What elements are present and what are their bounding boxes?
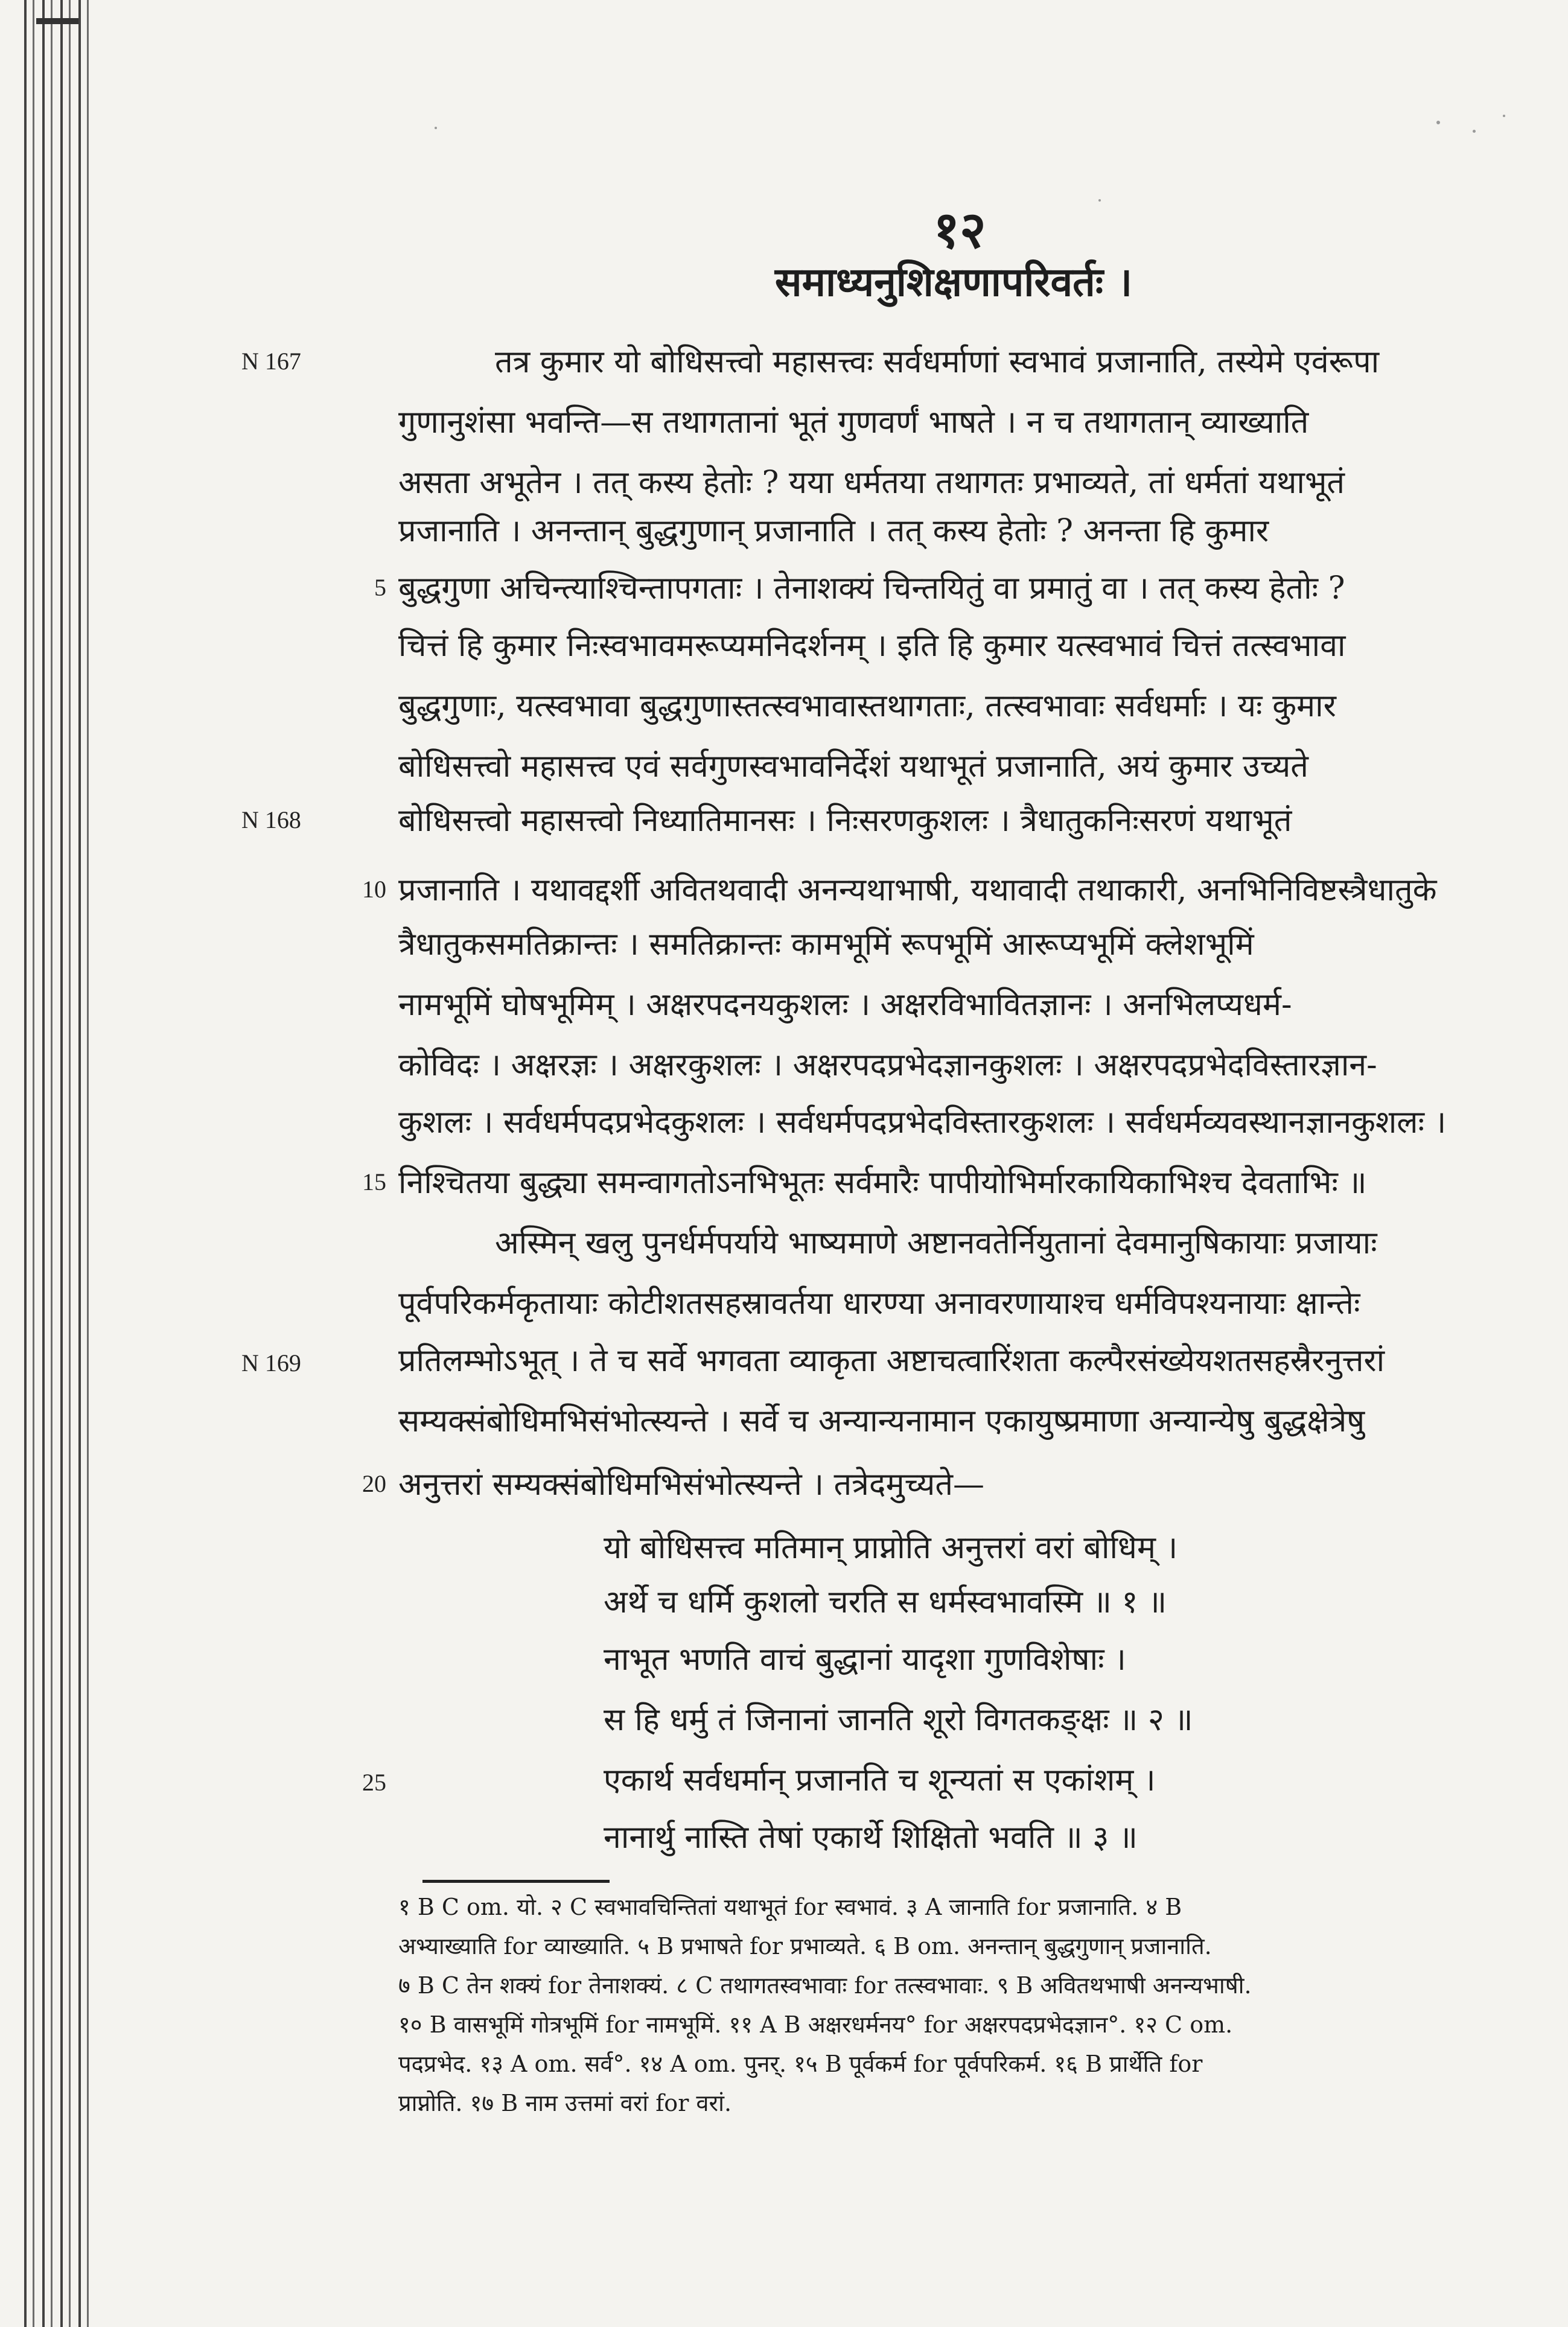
verse-line-2: अर्थे च धर्मि कुशलो चरति स धर्मस्वभावस्मि ॥ १ ॥	[604, 1584, 1167, 1620]
scan-speck	[1473, 130, 1476, 133]
text-line-16: अस्मिन् खलु पुनर्धर्मपर्याये भाष्यमाणे अष्टानवतेर्नियुतानां देवमानुषिकायाः प्रजायाः	[495, 1225, 1377, 1261]
line-number-10: 10	[362, 876, 386, 903]
verse-line-3: नाभूत भणति वाचं बुद्धानां यादृशा गुणविशेषाः ।	[604, 1641, 1126, 1678]
line-number-20: 20	[362, 1470, 386, 1497]
text-line-3: असता अभूतेन । तत् कस्य हेतोः ? यया धर्मतया तथागतः प्रभाव्यते, तां धर्मतां यथाभूतं	[398, 465, 1345, 501]
text-line-2: गुणानुशंसा भवन्ति—स तथागतानां भूतं गुणवर्णं भाषते । न च तथागतान् व्याख्याति	[398, 404, 1309, 441]
text-line-9: बोधिसत्त्वो महासत्त्वो निध्यातिमानसः । निःसरणकुशलः । त्रैधातुकनिःसरणं यथाभूतं	[398, 803, 1292, 839]
scan-speck	[435, 127, 437, 129]
scan-speck	[1503, 115, 1505, 117]
footnote-line-5: पदप्रभेद. १३ A om. सर्व°. १४ A om. पुनर्. १५ B पूर्वकर्म for पूर्वपरिकर्म. १६ B प्रार्थेति for	[398, 2051, 1203, 2077]
margin-ref-n168: N 168	[241, 806, 301, 833]
footnote-line-4: १० B वासभूमिं गोत्रभूमिं for नामभूमिं. ११ A B अक्षरधर्मनय° for अक्षरपदप्रभेदज्ञान°. १२ C om.	[398, 2011, 1233, 2038]
footnote-rule	[422, 1880, 610, 1883]
verse-line-1: यो बोधिसत्त्व मतिमान् प्राप्नोति अनुत्तरां वरां बोधिम् ।	[604, 1530, 1178, 1566]
text-line-6: चित्तं हि कुमार निःस्वभावमरूप्यमनिदर्शनम् । इति हि कुमार यत्स्वभावं चित्तं तत्स्वभावा	[398, 628, 1346, 664]
margin-ref-n167: N 167	[241, 348, 301, 375]
verse-line-5: एकार्थ सर्वधर्मान् प्रजानति च शून्यतां स एकांशम् ।	[604, 1762, 1156, 1798]
line-number-5: 5	[374, 574, 386, 601]
text-line-17: पूर्वपरिकर्मकृतायाः कोटीशतसहस्रावर्तया धारण्या अनावरणायाश्च धर्मविपश्यनायाः क्षान्तेः	[398, 1285, 1360, 1322]
text-line-12: नामभूमिं घोषभूमिम् । अक्षरपदनयकुशलः । अक्षरविभावितज्ञानः । अनभिलप्यधर्म-	[398, 987, 1292, 1023]
footnote-line-6: प्राप्नोति. १७ B नाम उत्तमां वरां for वरां.	[398, 2090, 732, 2116]
scan-speck	[1098, 199, 1101, 202]
verse-line-4: स हि धर्मु तं जिनानां जानति शूरो विगतकङ्क्षः ॥ २ ॥	[604, 1702, 1193, 1738]
binding-cap	[36, 18, 78, 24]
text-line-8: बोधिसत्त्वो महासत्त्व एवं सर्वगुणस्वभावनिर्देशं यथाभूतं प्रजानाति, अयं कुमार उच्यते	[398, 748, 1308, 785]
book-binding-edge	[24, 0, 97, 2327]
footnote-line-3: ७ B C तेन शक्यं for तेनाशक्यं. ८ C तथागतस्वभावाः for तत्स्वभावाः. ९ B अवितथभाषी अनन्यभाषी.	[398, 1972, 1252, 1999]
text-line-15: निश्चितया बुद्ध्या समन्वागतोऽनभिभूतः सर्वमारैः पापीयोभिर्मारकायिकाभिश्च देवताभिः ॥	[398, 1165, 1367, 1201]
chapter-title: समाध्यनुशिक्षणापरिवर्तः ।	[774, 258, 1133, 305]
text-line-10: प्रजानाति । यथावद्दर्शी अवितथवादी अनन्यथाभाषी, यथावादी तथाकारी, अनभिनिविष्टस्त्रैधातुके	[398, 872, 1437, 908]
text-line-7: बुद्धगुणाः, यत्स्वभावा बुद्धगुणास्तत्स्वभावास्तथागताः, तत्स्वभावाः सर्वधर्माः । यः कुमार	[398, 688, 1336, 724]
text-line-5: बुद्धगुणा अचिन्त्याश्चिन्तापगताः । तेनाशक्यं चिन्तयितुं वा प्रमातुं वा । तत् कस्य हेतोः ?	[398, 570, 1345, 606]
scan-speck	[1436, 121, 1440, 124]
footnote-line-1: १ B C om. यो. २ C स्वभावचिन्तितां यथाभूतं for स्वभावं. ३ A जानाति for प्रजानाति. ४ B	[398, 1894, 1182, 1920]
text-line-13: कोविदः । अक्षरज्ञः । अक्षरकुशलः । अक्षरपदप्रभेदज्ञानकुशलः । अक्षरपदप्रभेदविस्तारज्ञान-	[398, 1047, 1377, 1083]
margin-ref-n169: N 169	[241, 1349, 301, 1377]
text-line-4: प्रजानाति । अनन्तान् बुद्धगुणान् प्रजानाति । तत् कस्य हेतोः ? अनन्ता हि कुमार	[398, 513, 1269, 549]
text-line-19: सम्यक्संबोधिमभिसंभोत्स्यन्ते । सर्वे च अन्यान्यनामान एकायुष्प्रमाणा अन्यान्येषु बुद्धक्षेत्रेषु	[398, 1403, 1365, 1439]
text-line-20: अनुत्तरां सम्यक्संबोधिमभिसंभोत्स्यन्ते । तत्रेदमुच्यते—	[398, 1466, 984, 1503]
page-number: १२	[933, 200, 986, 259]
text-line-1: तत्र कुमार यो बोधिसत्त्वो महासत्त्वः सर्वधर्माणां स्वभावं प्रजानाति, तस्येमे एवंरूपा	[495, 344, 1380, 380]
text-line-11: त्रैधातुकसमतिक्रान्तः । समतिक्रान्तः कामभूमिं रूपभूमिं आरूप्यभूमिं क्लेशभूमिं	[398, 926, 1254, 963]
verse-line-6: नानार्थु नास्ति तेषां एकार्थे शिक्षितो भवति ॥ ३ ॥	[604, 1819, 1138, 1856]
line-number-15: 15	[362, 1168, 386, 1195]
text-line-18: प्रतिलम्भोऽभूत् । ते च सर्वे भगवता व्याकृता अष्टाचत्वारिंशता कल्पैरसंख्येयशतसहस्रैरनुत्तरां	[398, 1343, 1385, 1379]
line-number-25: 25	[362, 1769, 386, 1796]
footnote-line-2: अभ्याख्याति for व्याख्याति. ५ B प्रभाषते for प्रभाव्यते. ६ B om. अनन्तान् बुद्धगुणान् प्रजानाति.	[398, 1933, 1212, 1959]
text-line-14: कुशलः । सर्वधर्मपदप्रभेदकुशलः । सर्वधर्मपदप्रभेदविस्तारकुशलः । सर्वधर्मव्यवस्थानज्ञानकुशलः ।	[398, 1104, 1447, 1141]
